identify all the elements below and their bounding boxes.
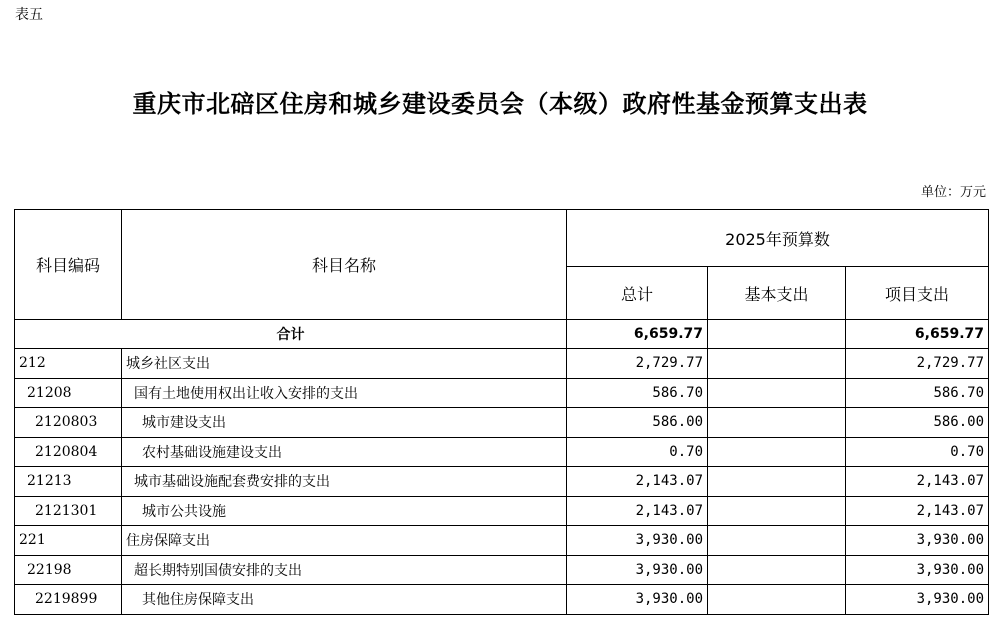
total-label: 合计 xyxy=(15,320,567,349)
row-code: 212 xyxy=(15,349,122,379)
row-name: 城乡社区支出 xyxy=(122,349,567,379)
total-row xyxy=(15,320,989,349)
row-total: 586.00 xyxy=(567,408,708,438)
total-total: 6,659.77 xyxy=(567,320,708,349)
row-code: 21208 xyxy=(15,378,122,408)
row-basic xyxy=(708,437,846,467)
row-total: 3,930.00 xyxy=(567,585,708,615)
header-budget-group: 2025年预算数 xyxy=(567,210,989,267)
row-basic xyxy=(708,555,846,585)
total-basic xyxy=(708,320,846,349)
table-row xyxy=(15,349,989,379)
row-code: 2120803 xyxy=(15,408,122,438)
row-name: 住房保障支出 xyxy=(122,526,567,556)
header-row-1 xyxy=(15,210,989,267)
row-basic xyxy=(708,585,846,615)
row-name: 城市建设支出 xyxy=(122,408,567,438)
row-code: 22198 xyxy=(15,555,122,585)
row-name: 其他住房保障支出 xyxy=(122,585,567,615)
header-code: 科目编码 xyxy=(15,210,122,320)
header-project: 项目支出 xyxy=(846,267,989,320)
row-total: 3,930.00 xyxy=(567,526,708,556)
table-row xyxy=(15,467,989,497)
row-code: 2120804 xyxy=(15,437,122,467)
table-row xyxy=(15,437,989,467)
row-project: 586.00 xyxy=(846,408,989,438)
page-title: 重庆市北碚区住房和城乡建设委员会（本级）政府性基金预算支出表 xyxy=(132,90,868,118)
header-name: 科目名称 xyxy=(122,210,567,320)
row-name: 农村基础设施建设支出 xyxy=(122,437,567,467)
row-project: 2,143.07 xyxy=(846,496,989,526)
table-row xyxy=(15,555,989,585)
row-total: 2,143.07 xyxy=(567,467,708,497)
row-project: 3,930.00 xyxy=(846,555,989,585)
row-basic xyxy=(708,526,846,556)
row-basic xyxy=(708,378,846,408)
row-total: 0.70 xyxy=(567,437,708,467)
row-total: 586.70 xyxy=(567,378,708,408)
row-code: 221 xyxy=(15,526,122,556)
table-row xyxy=(15,408,989,438)
row-project: 0.70 xyxy=(846,437,989,467)
budget-table xyxy=(14,209,989,615)
unit-label: 单位：万元 xyxy=(920,185,986,200)
header-basic: 基本支出 xyxy=(708,267,846,320)
row-total: 3,930.00 xyxy=(567,555,708,585)
table-row xyxy=(15,378,989,408)
row-project: 3,930.00 xyxy=(846,526,989,556)
row-total: 2,729.77 xyxy=(567,349,708,379)
table-row xyxy=(15,496,989,526)
row-code: 2219899 xyxy=(15,585,122,615)
row-total: 2,143.07 xyxy=(567,496,708,526)
row-name: 国有土地使用权出让收入安排的支出 xyxy=(122,378,567,408)
row-project: 586.70 xyxy=(846,378,989,408)
table-row xyxy=(15,585,989,615)
row-code: 2121301 xyxy=(15,496,122,526)
total-project: 6,659.77 xyxy=(846,320,989,349)
row-project: 2,729.77 xyxy=(846,349,989,379)
header-total: 总计 xyxy=(567,267,708,320)
row-project: 3,930.00 xyxy=(846,585,989,615)
row-name: 城市基础设施配套费安排的支出 xyxy=(122,467,567,497)
row-code: 21213 xyxy=(15,467,122,497)
row-project: 2,143.07 xyxy=(846,467,989,497)
row-basic xyxy=(708,496,846,526)
row-basic xyxy=(708,467,846,497)
table-number-label: 表五 xyxy=(15,7,43,23)
row-basic xyxy=(708,408,846,438)
row-basic xyxy=(708,349,846,379)
row-name: 超长期特别国债安排的支出 xyxy=(122,555,567,585)
row-name: 城市公共设施 xyxy=(122,496,567,526)
table-row xyxy=(15,526,989,556)
